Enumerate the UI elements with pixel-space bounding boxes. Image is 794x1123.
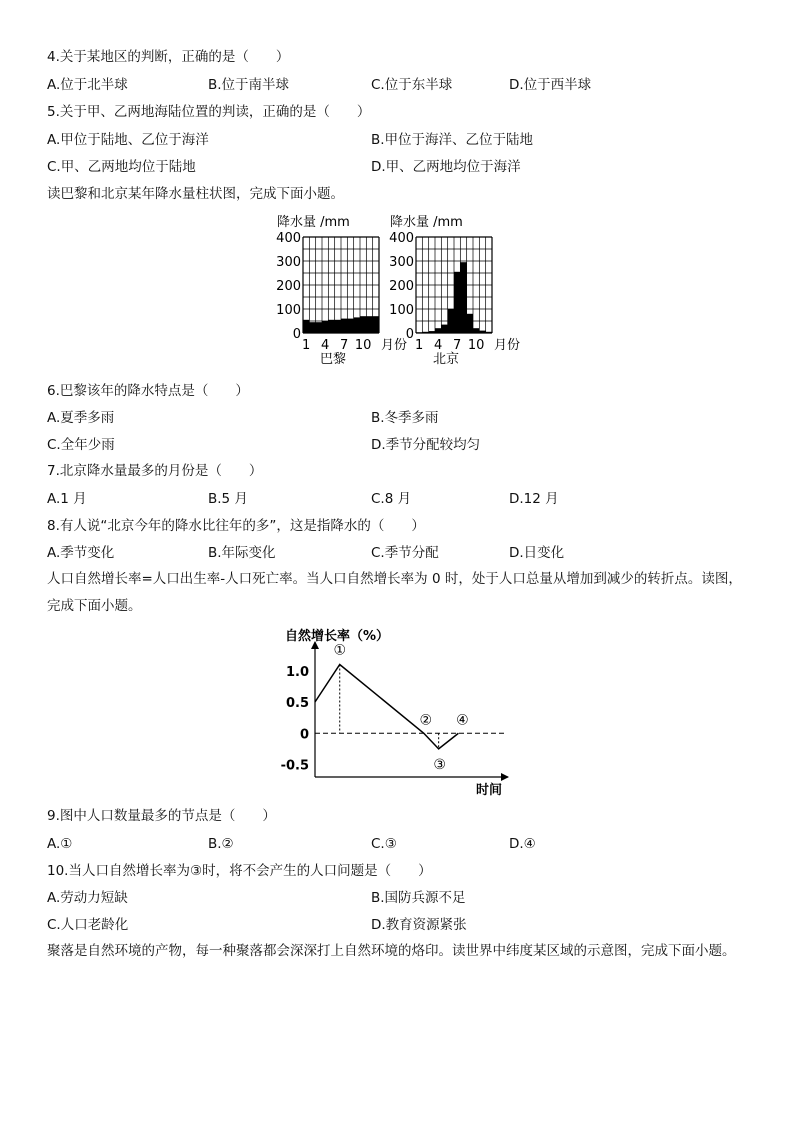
x-axis-unit: 月份 bbox=[494, 338, 521, 353]
q4-option-c: C.位于东半球 bbox=[371, 77, 453, 93]
x-tick-label: 7 bbox=[453, 338, 462, 353]
x-tick-label: 7 bbox=[340, 338, 349, 353]
q5-option-d: D.甲、乙两地均位于海洋 bbox=[371, 159, 521, 175]
q9-option-b: B.② bbox=[208, 836, 234, 852]
intro-settlement: 聚落是自然环境的产物，每一种聚落都会深深打上自然环境的烙印。读世界中纬度某区域的示意图，完成下面小题。 bbox=[47, 943, 736, 959]
x-tick-label: 1 bbox=[302, 338, 311, 353]
chart-title: 巴黎 bbox=[319, 352, 347, 367]
precip-bar bbox=[467, 314, 473, 333]
q5-option-a: A.甲位于陆地、乙位于海洋 bbox=[47, 132, 209, 148]
node-label: ④ bbox=[456, 712, 469, 729]
q8-option-d: D.日变化 bbox=[509, 545, 565, 561]
x-axis-unit: 月份 bbox=[381, 338, 408, 353]
y-tick-label: 0.5 bbox=[285, 696, 309, 711]
q4-stem: 4.关于某地区的判断，正确的是（ ） bbox=[47, 49, 290, 65]
precip-bar bbox=[422, 332, 428, 333]
precip-bar bbox=[366, 316, 372, 333]
precip-bar bbox=[448, 309, 454, 333]
y-tick-label: -0.5 bbox=[280, 758, 309, 774]
y-tick-label: 400 bbox=[276, 231, 301, 246]
precip-bar bbox=[354, 317, 360, 333]
precip-bar bbox=[416, 332, 422, 333]
precip-bar bbox=[328, 320, 334, 333]
x-axis-arrow bbox=[501, 773, 509, 781]
y-tick-label: 0 bbox=[405, 327, 414, 342]
precip-bar bbox=[479, 331, 485, 333]
y-tick-label: 300 bbox=[389, 255, 414, 270]
q7-option-d: D.12 月 bbox=[509, 491, 559, 507]
precip-chart-1 bbox=[276, 214, 407, 367]
q6-option-a: A.夏季多雨 bbox=[47, 410, 115, 426]
precip-bar bbox=[429, 331, 435, 333]
q7-option-c: C.8 月 bbox=[371, 491, 412, 507]
node-label: ② bbox=[419, 712, 433, 729]
q7-option-a: A.1 月 bbox=[47, 491, 87, 507]
q6-option-b: B.冬季多雨 bbox=[371, 410, 439, 426]
y-tick-label: 100 bbox=[389, 303, 414, 318]
node-label: ③ bbox=[433, 756, 446, 773]
precip-bar bbox=[435, 328, 441, 333]
q8-option-c: C.季节分配 bbox=[371, 545, 439, 561]
y-tick-label: 200 bbox=[276, 279, 301, 294]
y-axis-label: 自然增长率（%） bbox=[285, 629, 390, 644]
q5-option-b: B.甲位于海洋、乙位于陆地 bbox=[371, 132, 534, 148]
q7-stem: 7.北京降水量最多的月份是（ ） bbox=[47, 463, 263, 479]
x-tick-label: 4 bbox=[434, 338, 443, 353]
x-tick-label: 10 bbox=[467, 338, 485, 353]
intro-precipitation: 读巴黎和北京某年降水量柱状图，完成下面小题。 bbox=[47, 186, 344, 202]
q9-option-c: C.③ bbox=[371, 836, 397, 852]
precip-chart-2 bbox=[389, 214, 520, 367]
precip-bar bbox=[335, 320, 341, 333]
y-tick-label: 400 bbox=[389, 231, 414, 246]
q9-option-a: A.① bbox=[47, 836, 73, 852]
q9-option-d: D.④ bbox=[509, 836, 536, 852]
precip-bar bbox=[341, 319, 347, 333]
precip-bar bbox=[486, 332, 492, 333]
intro-population: 人口自然增长率=人口出生率-人口死亡率。当人口自然增长率为 0 时，处于人口总量从增加到减少的转折点。读图，完成下面小题。 bbox=[47, 571, 742, 614]
q10-stem: 10.当人口自然增长率为③时，将不会产生的人口问题是（ ） bbox=[47, 863, 432, 879]
q9-stem: 9.图中人口数量最多的节点是（ ） bbox=[47, 808, 276, 824]
x-tick-label: 10 bbox=[354, 338, 372, 353]
y-tick-label: 300 bbox=[276, 255, 301, 270]
chart-title: 北京 bbox=[432, 352, 460, 367]
precip-bar bbox=[316, 322, 322, 333]
q6-option-c: C.全年少雨 bbox=[47, 437, 115, 453]
x-tick-label: 4 bbox=[321, 338, 330, 353]
q10-option-c: C.人口老龄化 bbox=[47, 917, 129, 933]
precip-bar bbox=[303, 320, 309, 333]
q6-option-d: D.季节分配较均匀 bbox=[371, 437, 481, 453]
growth-line bbox=[315, 665, 458, 749]
q10-option-b: B.国防兵源不足 bbox=[371, 890, 466, 906]
precip-bar bbox=[473, 328, 479, 333]
precip-bar bbox=[309, 322, 315, 333]
q6-stem: 6.巴黎该年的降水特点是（ ） bbox=[47, 383, 249, 399]
precip-bar bbox=[373, 316, 379, 333]
precip-bar bbox=[460, 262, 466, 333]
q4-option-b: B.位于南半球 bbox=[208, 77, 290, 93]
q4-option-a: A.位于北半球 bbox=[47, 77, 128, 93]
q8-option-a: A.季节变化 bbox=[47, 545, 115, 561]
precip-bar bbox=[360, 316, 366, 333]
x-axis-label: 时间 bbox=[476, 783, 503, 798]
q5-option-c: C.甲、乙两地均位于陆地 bbox=[47, 159, 196, 175]
growth-rate-chart bbox=[270, 622, 520, 800]
y-tick-label: 1.0 bbox=[285, 664, 309, 680]
y-axis-label: 降水量 /mm bbox=[390, 215, 463, 230]
precipitation-charts bbox=[270, 210, 530, 370]
q8-stem: 8.有人说“北京今年的降水比往年的多”，这是指降水的（ ） bbox=[47, 518, 425, 534]
precip-bar bbox=[441, 325, 447, 333]
precip-bar bbox=[347, 319, 353, 333]
q4-option-d: D.位于西半球 bbox=[509, 77, 592, 93]
y-tick-label: 100 bbox=[276, 303, 301, 318]
x-tick-label: 1 bbox=[415, 338, 424, 353]
precip-bar bbox=[454, 272, 460, 333]
precip-bar bbox=[322, 321, 328, 333]
q10-option-a: A.劳动力短缺 bbox=[47, 890, 128, 906]
y-tick-label: 0 bbox=[299, 727, 309, 743]
q10-option-d: D.教育资源紧张 bbox=[371, 917, 467, 933]
q7-option-b: B.5 月 bbox=[208, 491, 248, 507]
q8-option-b: B.年际变化 bbox=[208, 545, 276, 561]
q5-stem: 5.关于甲、乙两地海陆位置的判读，正确的是（ ） bbox=[47, 104, 371, 120]
y-axis-label: 降水量 /mm bbox=[277, 215, 350, 230]
y-tick-label: 200 bbox=[389, 279, 414, 294]
node-label: ① bbox=[333, 642, 347, 659]
y-tick-label: 0 bbox=[292, 327, 301, 342]
